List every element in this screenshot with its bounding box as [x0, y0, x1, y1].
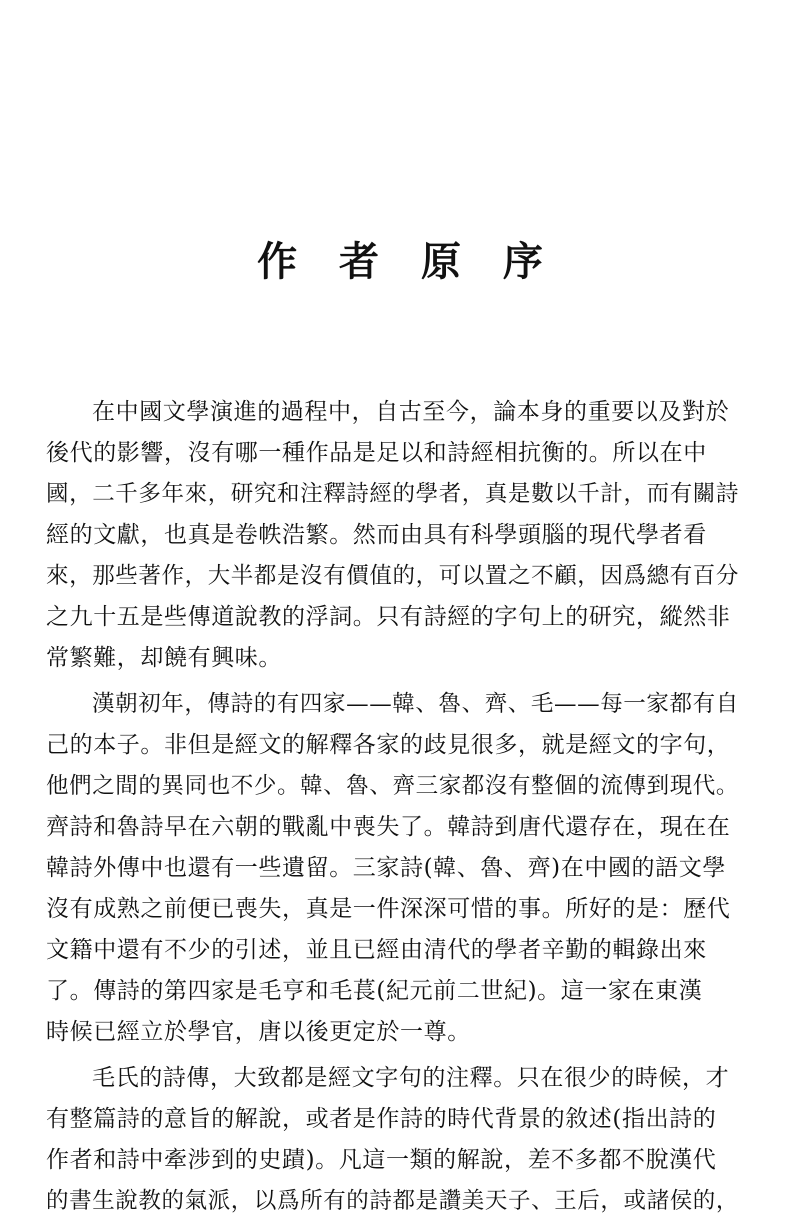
- text-line: 齊詩和魯詩早在六朝的戰亂中喪失了。韓詩到唐代還存在，現在在: [46, 814, 731, 840]
- text-line: 的書生說教的氣派，以爲所有的詩都是讚美天子、王后，或諸侯的，: [46, 1188, 740, 1214]
- text-line: 沒有成熟之前便已喪失，真是一件深深可惜的事。所好的是：歷代: [46, 896, 731, 922]
- text-line: 之九十五是些傳道說教的浮詞。只有詩經的字句上的研究，縱然非: [46, 604, 731, 630]
- text-line: 國，二千多年來，研究和注釋詩經的學者，真是數以千計，而有關詩: [46, 481, 740, 507]
- text-line: 己的本子。非但是經文的解釋各家的歧見很多，就是經文的字句，: [46, 732, 731, 758]
- text-line: 文籍中還有不少的引述，並且已經由清代的學者辛勤的輯錄出來: [46, 937, 707, 963]
- text-line: 常繁難，却饒有興味。: [46, 645, 282, 671]
- text-line: 作者和詩中牽涉到的史蹟)。凡這一類的解說，差不多都不脫漢代: [46, 1147, 717, 1173]
- text-line: 了。傳詩的第四家是毛亨和毛萇(紀元前二世紀)。這一家在東漢: [46, 978, 703, 1004]
- text-line: 在中國文學演進的過程中，自古至今，論本身的重要以及對於: [92, 399, 730, 425]
- text-line: 韓詩外傳中也還有一些遺留。三家詩(韓、魯、齊)在中國的語文學: [46, 855, 726, 881]
- text-line: 後代的影響，沒有哪一種作品是足以和詩經相抗衡的。所以在中: [46, 440, 707, 466]
- text-line: 漢朝初年，傳詩的有四家——韓、魯、齊、毛——每一家都有自: [92, 691, 739, 717]
- text-line: 他們之間的異同也不少。韓、魯、齊三家都沒有整個的流傳到現代。: [46, 773, 740, 799]
- text-line: 來，那些著作，大半都是沒有價值的，可以置之不顧，因爲總有百分: [46, 563, 740, 589]
- page-title: 作 者 原 序: [257, 238, 557, 285]
- text-line: 時候已經立於學官，唐以後更定於一尊。: [46, 1019, 471, 1045]
- text-line: 有整篇詩的意旨的解說，或者是作詩的時代背景的敘述(指出詩的: [46, 1106, 717, 1132]
- text-line: 經的文獻，也真是卷帙浩繁。然而由具有科學頭腦的現代學者看: [46, 522, 707, 548]
- preface-body: [46, 392, 752, 1222]
- text-line: 毛氏的詩傳，大致都是經文字句的注釋。只在很少的時候，才: [92, 1065, 730, 1091]
